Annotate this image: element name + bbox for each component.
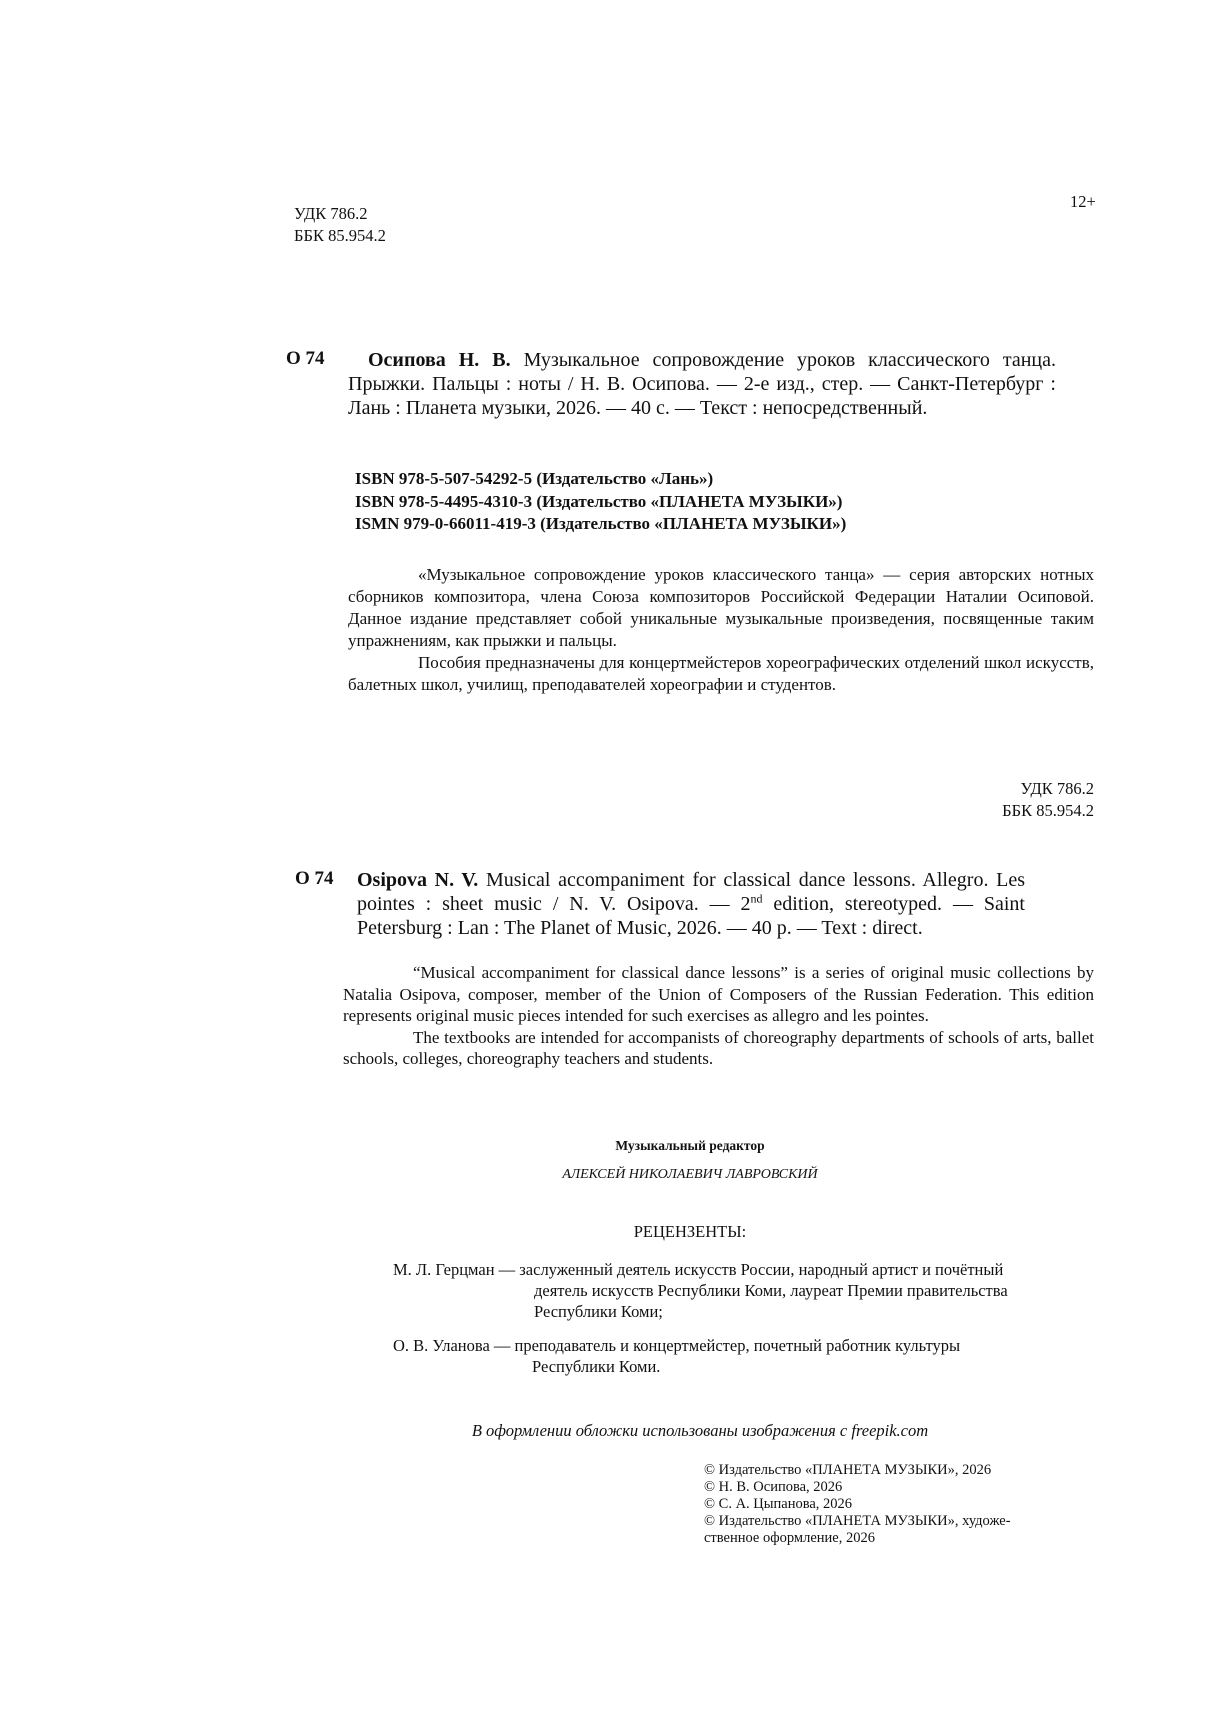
- ismn-planeta: ISMN 979-0-66011-419-3 (Издательство «ПЛАНЕТА МУЗЫКИ»): [355, 514, 847, 533]
- reviewer-item: [393, 1259, 1113, 1322]
- reviewers-title: РЕЦЕНЗЕНТЫ:: [633, 1222, 747, 1241]
- russian-annotation: [348, 564, 1094, 696]
- record-author: Osipova N. V.: [357, 869, 479, 891]
- english-classification-codes: [800, 778, 1094, 822]
- shelf-mark: О 74: [295, 868, 334, 889]
- identifier-list: [355, 468, 846, 536]
- annotation-paragraph: «Музыкальное сопровождение уроков классического танца» — серия авторских нотных сборников композитора, члена Союза композиторов Российской Федерации Наталии Осиповой. Данное издание представляет собой уникальные музыкальные произведения, посвященные таким упражнениям, как прыжки и пальцы.: [348, 565, 1094, 650]
- russian-record: [286, 348, 1086, 448]
- ordinal-superscript: nd: [750, 891, 763, 906]
- editor-name: АЛЕКСЕЙ НИКОЛАЕВИЧ ЛАВРОВСКИЙ: [562, 1167, 818, 1182]
- reviewer-desc-line: Республики Коми.: [532, 1357, 661, 1376]
- copyright-block: [704, 1462, 1104, 1547]
- editor-role: Музыкальный редактор: [615, 1138, 765, 1153]
- shelf-mark: О 74: [286, 348, 325, 369]
- annotation-paragraph: “Musical accompaniment for classical dance lessons” is a series of original music collections by Natalia Osipova, composer, member of the Union of Composers of the Russian Federation. This edition represents original music pieces intended for such exercises as allegro and les pointes.: [343, 963, 1094, 1025]
- english-record: [295, 868, 1075, 948]
- isbn-planeta: ISBN 978-5-4495-4310-3 (Издательство «ПЛАНЕТА МУЗЫКИ»): [355, 491, 843, 511]
- cover-credit: В оформлении обложки использованы изображения с freepik.com: [471, 1421, 929, 1440]
- udk-code: УДК 786.2: [294, 204, 368, 223]
- reviewer-item: [393, 1335, 1113, 1377]
- record-text: Музыкальное сопровождение уроков классического танца. Прыжки. Пальцы : ноты / Н. В. Осипова. — 2-е изд., стер. — Санкт-Петербург : Лань : Планета музыки, 2026. — 40 с. — Текст : непосредственный.: [348, 349, 1057, 419]
- record-text-part2: edition, stereotyped. — Saint Petersburg : Lan : The Planet of Music, 2026. — 40 p. — Text : direct.: [357, 893, 1025, 939]
- record-author: Осипова Н. В.: [368, 349, 511, 371]
- record-description: [348, 348, 1056, 420]
- copyright-line: © Н. В. Осипова, 2026: [704, 1479, 843, 1495]
- copyright-line: ственное оформление, 2026: [704, 1530, 875, 1546]
- isbn-lan: ISBN 978-5-507-54292-5 (Издательство «Лань»): [355, 469, 714, 488]
- bbk-code: ББК 85.954.2: [1002, 801, 1094, 820]
- udk-code: УДК 786.2: [1020, 779, 1094, 798]
- reviewer-desc-line: деятель искусств Республики Коми, лауреат Премии правительства: [534, 1281, 1008, 1300]
- copyright-line: © С. А. Цыпанова, 2026: [704, 1496, 853, 1512]
- reviewer-desc-line: заслуженный деятель искусств России, народный артист и почётный: [519, 1260, 1004, 1279]
- annotation-paragraph: Пособия предназначены для концертмейстеров хореографических отделений школ искусств, балетных школ, училищ, преподавателей хореографии и студентов.: [348, 653, 1094, 694]
- annotation-paragraph: The textbooks are intended for accompanists of choreography departments of schools of arts, ballet schools, colleges, choreography teachers and students.: [343, 1027, 1094, 1068]
- copyright-line: © Издательство «ПЛАНЕТА МУЗЫКИ», 2026: [704, 1462, 992, 1478]
- bbk-code: ББК 85.954.2: [294, 226, 386, 245]
- record-description: [357, 868, 1025, 940]
- classification-codes: [294, 203, 386, 247]
- reviewer-name: О. В. Уланова —: [393, 1336, 515, 1355]
- copyright-line: © Издательство «ПЛАНЕТА МУЗЫКИ», художе-: [704, 1513, 1011, 1529]
- record-text-part1: Musical accompaniment for classical dance lessons. Allegro. Les pointes : sheet music / N. V. Osipova. — 2: [357, 869, 1026, 915]
- reviewer-desc-line: преподаватель и концертмейстер, почетный работник культуры: [514, 1336, 961, 1355]
- reviewer-desc-line: Республики Коми;: [534, 1302, 663, 1321]
- age-rating: 12+: [1070, 192, 1096, 211]
- reviewer-name: М. Л. Герцман —: [393, 1260, 520, 1279]
- english-annotation: [343, 962, 1094, 1070]
